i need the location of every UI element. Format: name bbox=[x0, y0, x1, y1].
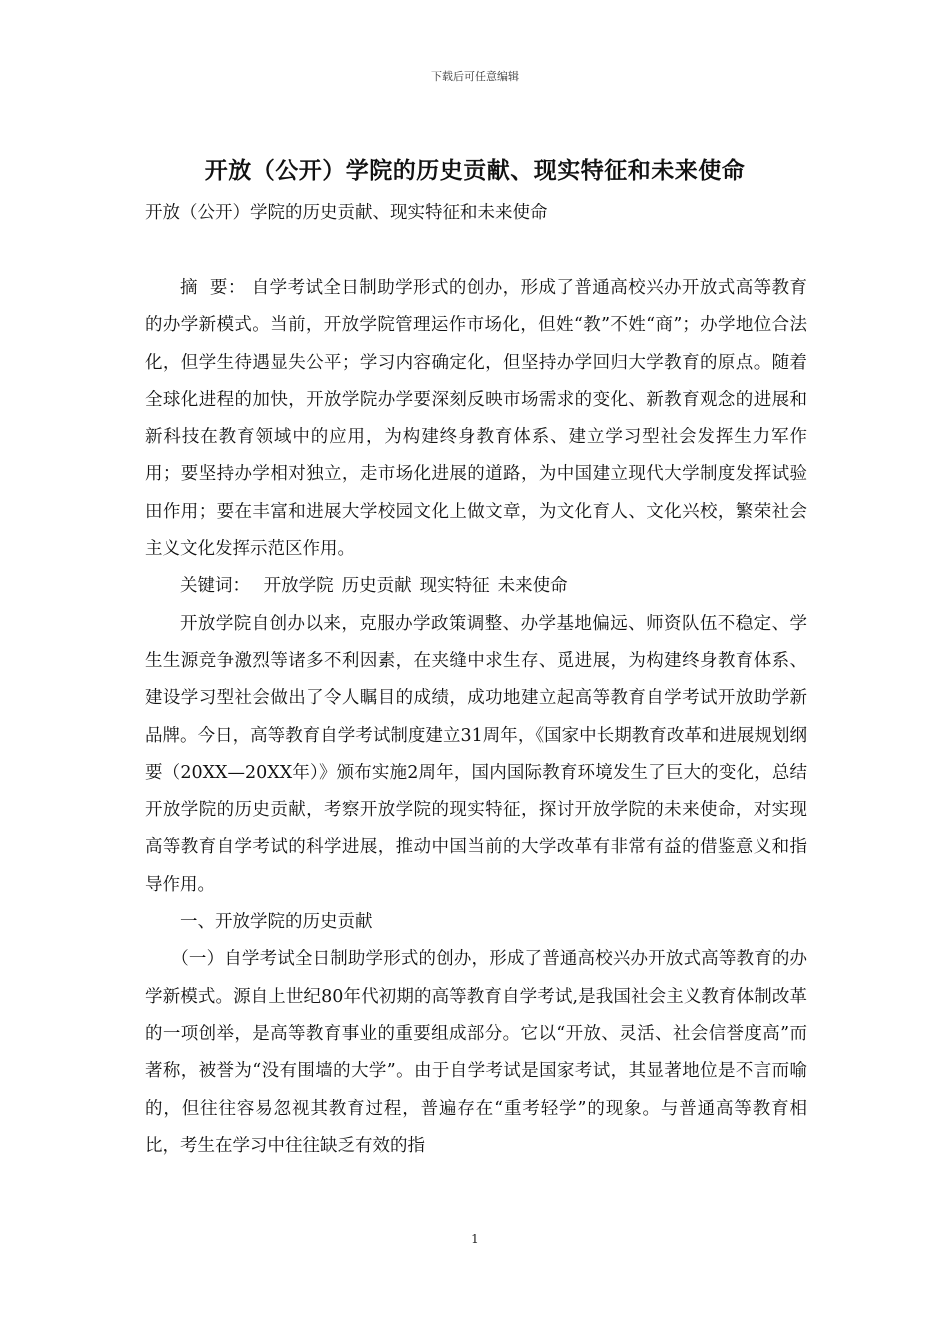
section-heading: 一、开放学院的历史贡献 bbox=[180, 912, 373, 933]
document-body bbox=[145, 270, 807, 1165]
keywords-paragraph bbox=[145, 568, 807, 605]
keyword-item: 历史贡献 bbox=[341, 576, 412, 597]
keyword-item: 开放学院 bbox=[263, 576, 334, 597]
document-subtitle: 开放（公开）学院的历史贡献、现实特征和未来使命 bbox=[145, 203, 548, 223]
page-header-note: 下载后可任意编辑 bbox=[431, 70, 519, 83]
intro-paragraph: 开放学院自创办以来，克服办学政策调整、办学基地偏远、师资队伍不稳定、学生生源竞争激烈等诸多不利因素，在夹缝中求生存、觅进展，为构建终身教育体系、建设学习型社会做出了令人瞩目的成绩，成功地建立起高等教育自学考试开放助学新品牌。今日，高等教育自学考试制度建立31周年，《国家中长期教育改革和进展规划纲要（20XX—20XX年）》颁布实施2周年，国内国际教育环境发生了巨大的变化，总结开放学院的历史贡献，考察开放学院的现实特征，探讨开放学院的未来使命，对实现高等教育自学考试的科学进展，推动中国当前的大学改革有非常有益的借鉴意义和指导作用。 bbox=[145, 613, 807, 895]
section-paragraph: （一）自学考试全日制助学形式的创办，形成了普通高校兴办开放式高等教育的办学新模式。源自上世纪80年代初期的高等教育自学考试,是我国社会主义教育体制改革的一项创举，是高等教育事业的重要组成部分。它以“开放、灵活、社会信誉度高”而著称，被誉为“没有围墙的大学”。由于自学考试是国家考试，其显著地位是不言而喻的，但往往容易忽视其教育过程，普遍存在“重考轻学”的现象。与普通高等教育相比，考生在学习中往往缺乏有效的指 bbox=[145, 949, 807, 1156]
abstract-text: 自学考试全日制助学形式的创办，形成了普通高校兴办开放式高等教育的办学新模式。当前，开放学院管理运作市场化，但姓“教”不姓“商”；办学地位合法化，但学生待遇显失公平；学习内容确定化，但坚持办学回归大学教育的原点。随着全球化进程的加快，开放学院办学要深刻反映市场需求的变化、新教育观念的进展和新科技在教育领域中的应用，为构建终身教育体系、建立学习型社会发挥生力军作用；要坚持办学相对独立，走市场化进展的道路，为中国建立现代大学制度发挥试验田作用；要在丰富和进展大学校园文化上做文章，为文化育人、文化兴校，繁荣社会主义文化发挥示范区作用。 bbox=[145, 278, 807, 560]
document-title: 开放（公开）学院的历史贡献、现实特征和未来使命 bbox=[204, 157, 746, 184]
page-number: 1 bbox=[471, 1232, 479, 1246]
abstract-paragraph bbox=[145, 270, 807, 568]
abstract-label: 摘 要： bbox=[180, 278, 246, 298]
keyword-item: 现实特征 bbox=[419, 576, 490, 597]
keywords-label: 关键词： bbox=[180, 576, 250, 597]
keyword-item: 未来使命 bbox=[497, 576, 568, 597]
